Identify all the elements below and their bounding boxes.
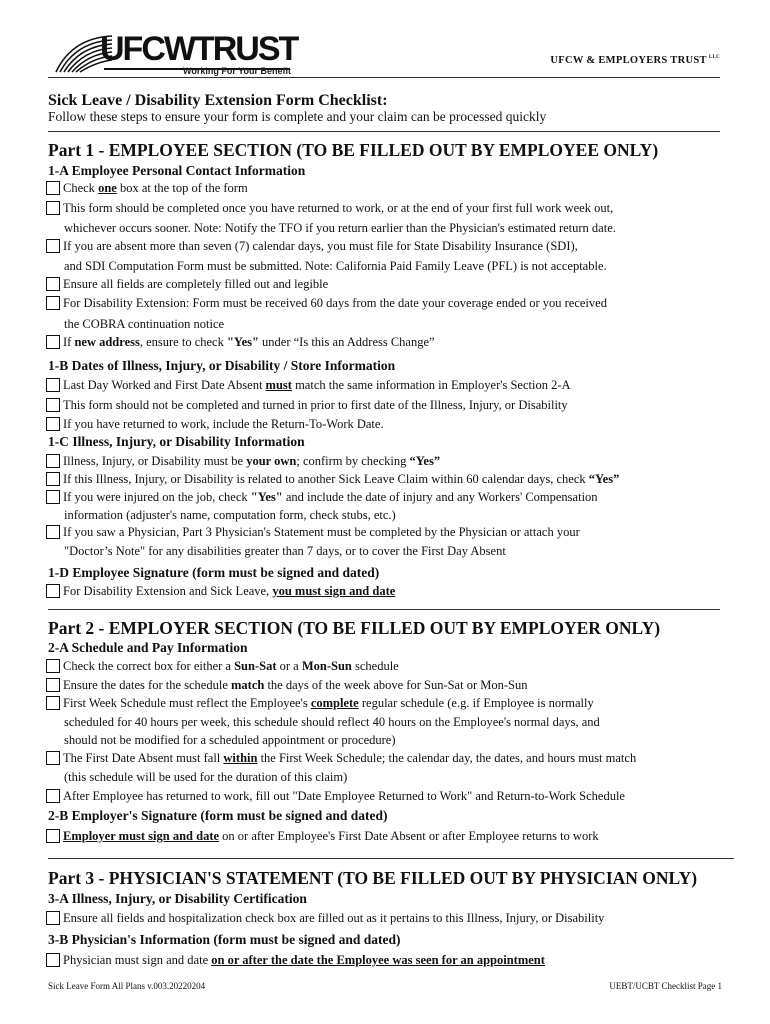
- checkbox[interactable]: [46, 239, 60, 253]
- part2-heading: Part 2 - EMPLOYER SECTION (TO BE FILLED OUT BY EMPLOYER ONLY): [48, 618, 661, 638]
- section-divider: [48, 609, 720, 610]
- checkbox[interactable]: [46, 472, 60, 486]
- item-continuation: should not be modified for a scheduled appointment or procedure): [64, 733, 396, 747]
- checkbox[interactable]: [46, 454, 60, 468]
- item-continuation: scheduled for 40 hours per week, this schedule should reflect 40 hours on the Employee's normal days, and: [64, 715, 600, 729]
- item-continuation: information (adjuster's name, computation form, check stubs, etc.): [64, 508, 396, 522]
- section-1a-heading: 1-A Employee Personal Contact Information: [48, 163, 306, 178]
- section-2a-heading: 2-A Schedule and Pay Information: [48, 640, 248, 655]
- checkbox[interactable]: [46, 378, 60, 392]
- item-continuation: whichever occurs sooner. Note: Notify the TFO if you return earlier than the Physician's estimated return date.: [64, 221, 616, 235]
- checkbox[interactable]: [46, 789, 60, 803]
- checkbox[interactable]: [46, 201, 60, 215]
- footer-form-version: Sick Leave Form All Plans v.003.20220204: [48, 981, 206, 991]
- section-1c-heading: 1-C Illness, Injury, or Disability Information: [48, 434, 305, 449]
- item-continuation: (this schedule will be used for the duration of this claim): [64, 770, 348, 784]
- checkbox[interactable]: [46, 525, 60, 539]
- checkbox[interactable]: [46, 417, 60, 431]
- checkbox[interactable]: [46, 696, 60, 710]
- section-3a-heading: 3-A Illness, Injury, or Disability Certification: [48, 891, 307, 906]
- section-divider: [48, 131, 720, 132]
- section-divider: [48, 858, 734, 859]
- checkbox[interactable]: [46, 584, 60, 598]
- checkbox[interactable]: [46, 296, 60, 310]
- checkbox[interactable]: [46, 277, 60, 291]
- item-continuation: "Doctor’s Note" for any disabilities greater than 7 days, or to cover the First Day Absent: [64, 544, 506, 558]
- item-continuation: the COBRA continuation notice: [64, 317, 225, 331]
- section-1b-heading: 1-B Dates of Illness, Injury, or Disability / Store Information: [48, 358, 396, 373]
- section-3b-heading: 3-B Physician's Information (form must be signed and dated): [48, 932, 401, 947]
- checkbox[interactable]: [46, 953, 60, 967]
- doc-title: Sick Leave / Disability Extension Form Checklist:: [48, 92, 388, 109]
- header-divider: [48, 77, 720, 78]
- item-continuation: and SDI Computation Form must be submitted. Note: California Paid Family Leave (PFL) is not acceptable.: [64, 259, 607, 273]
- checkbox[interactable]: [46, 751, 60, 765]
- brand-tagline: Working For Your Benefit: [183, 66, 292, 76]
- section-2b-heading: 2-B Employer's Signature (form must be signed and dated): [48, 808, 388, 823]
- checkbox[interactable]: [46, 829, 60, 843]
- checkbox[interactable]: [46, 911, 60, 925]
- section-1d-heading: 1-D Employee Signature (form must be signed and dated): [48, 565, 380, 580]
- checkbox[interactable]: [46, 490, 60, 504]
- checkbox[interactable]: [46, 335, 60, 349]
- checkbox[interactable]: [46, 181, 60, 195]
- checkbox[interactable]: [46, 659, 60, 673]
- checkbox[interactable]: [46, 398, 60, 412]
- part1-heading: Part 1 - EMPLOYEE SECTION (TO BE FILLED OUT BY EMPLOYEE ONLY): [48, 140, 659, 160]
- checkbox[interactable]: [46, 678, 60, 692]
- org-name: UFCW & EMPLOYERS TRUST $^{LLC}$: [550, 55, 720, 66]
- doc-subtitle: Follow these steps to ensure your form is complete and your claim can be processed quickly: [48, 109, 547, 124]
- brand-wordmark: UFCWTRUST: [100, 30, 298, 68]
- part3-heading: Part 3 - PHYSICIAN'S STATEMENT (TO BE FILLED OUT BY PHYSICIAN ONLY): [48, 868, 698, 888]
- footer-page-label: UEBT/UCBT Checklist Page 1: [609, 981, 722, 991]
